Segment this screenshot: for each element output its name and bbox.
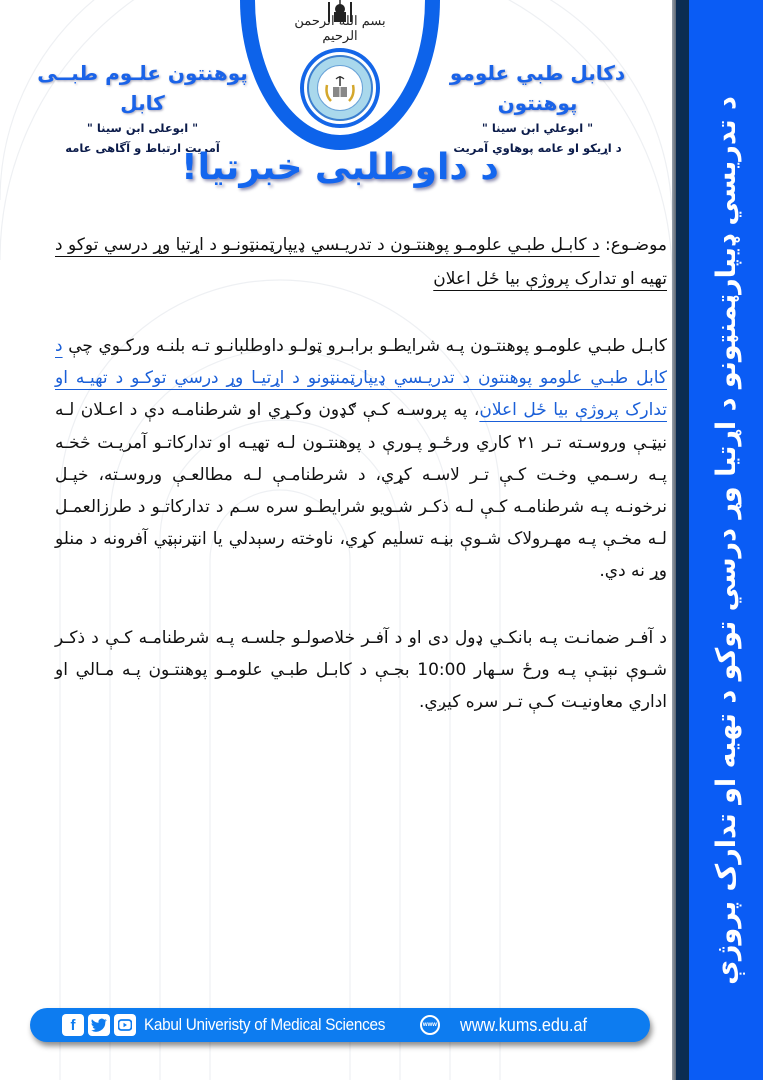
announcement-body bbox=[55, 228, 667, 718]
facebook-icon[interactable]: f bbox=[62, 1014, 84, 1036]
department-name-dari: آمریت ارتباط و آگاهی عامه bbox=[65, 141, 220, 155]
university-name-dari: پوهنتون علـوم طبــی کابل bbox=[37, 61, 248, 115]
university-subtitle-dari: " ابوعلی ابن سینا " bbox=[86, 121, 199, 135]
university-subtitle-pashto: " ابوعلي ابن سینا " bbox=[481, 121, 594, 135]
department-name-pashto: د اړیکو او عامه پوهاوي آمریت bbox=[453, 141, 622, 155]
side-banner-text-container bbox=[689, 0, 763, 1080]
website-link[interactable]: www.kums.edu.af bbox=[459, 1014, 587, 1035]
university-seal-logo bbox=[300, 48, 380, 128]
paragraph-details: ، په پروسـه کـې ګډون وکـړي او شرطنامـه دې د اعـلان لـه نیټـې وروسـته تـر ۲۱ کاري ورځـو پـورې د پوهنتـون لـه تهیـه او تدارکاتـو آمریـت څخـه پـه رسـمي وخـت کـې تـر لاسـه کړي، د شرطنامـې لـه مطالعـې وروسـته، خپـل نرخونـه پـه شرطنامـه کـې لـه ذکـر شـویو شرایطـو سره سـم د تدارکاتـو د طرزالعمـل لـه مخـې پـه مهـرولاک شـوې بڼـه تسلیم کړي، ناوخته رسېدلي یا انټرنېټي آفرونه د منلو وړ نه دي. bbox=[55, 400, 667, 582]
paragraph-guarantee: د آفـر ضمانـت پـه بانکـي ډول دی او د آفـر خلاصولـو جلسـه پـه شرطنامـه کـې د ذکـر شـوې نېټـې پـه ورځ سـهار 10:00 بجـې د کابـل طبـي علومـو پوهنتـون پـه مـالي او اداري معاونیـت کـې تـر سره کیږي. bbox=[55, 627, 667, 713]
side-banner-edge bbox=[676, 0, 689, 1080]
book-caduceus-icon bbox=[323, 71, 357, 105]
bismillah-calligraphy: بسم الله الرحمن الرحیم bbox=[294, 14, 386, 44]
announcement-link[interactable]: د کابل طبـي علومو پوهنتون د تدریـسي ډیپارټمنټونو د اړتیـا وړ درسي توکـو د تهیـه او تدارک پروژې بیا ځل اعلان bbox=[55, 336, 667, 421]
social-icons bbox=[62, 1014, 136, 1036]
page-title: د داوطلبی خبرتیا! bbox=[181, 147, 499, 188]
subject-line bbox=[55, 228, 667, 296]
paragraph-intro: کابـل طبـي علومـو پوهنتـون پـه شرایطـو برابـرو ټولـو داوطلبانـو تـه بلنـه ورکـوي چې bbox=[68, 336, 668, 356]
subject-label: موضـوع: bbox=[605, 235, 667, 255]
footer-bar bbox=[30, 1008, 650, 1042]
university-name-english: Kabul Univeristy of Medical Sciences bbox=[144, 1015, 386, 1034]
twitter-icon[interactable] bbox=[88, 1014, 110, 1036]
paragraph-invitation bbox=[55, 330, 667, 588]
globe-www-icon: www bbox=[420, 1015, 440, 1035]
subject-text: د کابـل طبـي علومـو پوهنتـون د تدریـسي ډیپارټمنټونـو د اړتیا وړ درسي توکو د تهیه او تدارک پروژې بیا ځل اعلان bbox=[55, 235, 667, 289]
university-name-pashto: دکابل طبي علومو پوهنتون bbox=[449, 61, 626, 115]
youtube-icon[interactable] bbox=[114, 1014, 136, 1036]
side-banner-text: د تدریسي ډیپارټمنټونو د اړتیا وړ درسي توکو د تهیه او تدارک پروژې bbox=[710, 95, 742, 985]
